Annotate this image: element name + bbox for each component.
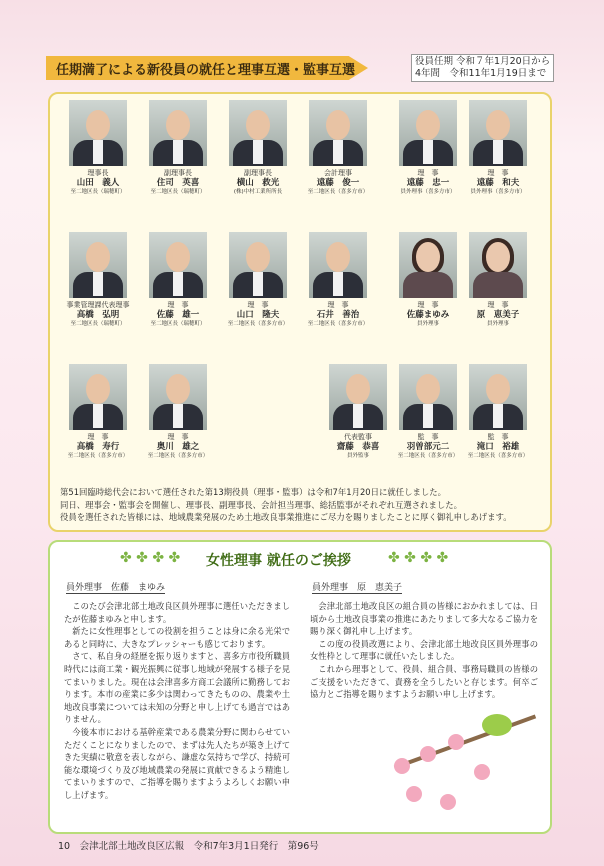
notice-line: 同日、理事会・監事会を開催し、理事長、副理事長、会計担当理事、総括監事がそれぞれ互選されました。 [60, 499, 462, 510]
officer-card [58, 364, 138, 460]
officer-photo [469, 232, 527, 298]
officer-card [318, 364, 398, 460]
officer-name: 佐藤まゆみ [406, 310, 450, 320]
officer-card [138, 364, 218, 460]
right-paragraph: これから理事として、役員、組合員、事務局職員の皆様のご支援をいただきて、責務を全うしたいと存じます。何卒ご協力とご指導を賜りますようお願い申し上げます。 [310, 663, 538, 700]
officer-name: 遠藤 忠一 [406, 178, 450, 188]
officer-role: 理 事 [87, 433, 109, 441]
officer-affiliation: 至二地区長（瑞穂町） [70, 321, 126, 327]
left-column [64, 600, 290, 802]
officer-affiliation: 員外理事（喜多方市） [470, 189, 526, 195]
branch [394, 714, 536, 769]
officer-card [458, 100, 538, 196]
officer-affiliation: 至二地区長（瑞穂町） [150, 189, 206, 195]
officer-affiliation: 員外理事 [416, 321, 439, 327]
officer-name: 佐藤 雄一 [156, 310, 200, 320]
officer-card [458, 232, 538, 328]
officer-affiliation: 至二地区長（喜多方市） [397, 453, 459, 459]
officer-affiliation: 員外理事 [486, 321, 509, 327]
officer-name: 原 恵美子 [476, 310, 520, 320]
blossom-icon [394, 758, 410, 774]
officer-role: 事業管理課代表理事 [66, 301, 130, 309]
left-paragraph: さて、私自身の経歴を振り返りますと、喜多方市役所職員時代には商工業・観光振興に従事し地域が発展する様子を見てまいりました。現在は会津喜多方商工会議所に勤務しております。本市の産業に多少は関わってきたものの、農業や土地改良事業については未知の分野と申し上げても過言ではありません。 [64, 651, 290, 725]
officer-card [218, 232, 298, 328]
officer-photo [469, 364, 527, 430]
right-column [310, 600, 538, 701]
officer-affiliation: 至二地区長（喜多方市） [467, 453, 529, 459]
officer-name: 横山 救光 [236, 178, 280, 188]
officer-affiliation: 員外監事 [346, 453, 369, 459]
officer-name: 石井 善治 [316, 310, 360, 320]
page-footer: 10 会津北部土地改良区広報 令和7年3月1日発行 第96号 [58, 841, 319, 852]
officer-photo [149, 232, 207, 298]
officer-name: 遠藤 和夫 [476, 178, 520, 188]
officer-role: 副理事長 [164, 169, 192, 177]
officer-role: 理 事 [167, 301, 189, 309]
officer-name: 住司 英喜 [156, 178, 200, 188]
blossom-icon [440, 794, 456, 810]
right-paragraph: この度の役員改選により、会津北部土地改良区員外理事の女性枠として理事に就任いたしました。 [310, 638, 538, 662]
officer-name: 奥川 雄之 [156, 442, 200, 452]
right-author: 員外理事 原 恵美子 [312, 580, 402, 594]
officer-card [388, 100, 468, 196]
left-paragraph: 新たに女性理事としての役割を担うことは身に余る光栄であると同時に、大きなプレッシャーも感じております。 [64, 626, 290, 649]
term-line-2: 4年間 令和11年1月19日まで [415, 68, 547, 79]
officer-photo [69, 100, 127, 166]
officer-role: 理 事 [487, 169, 509, 177]
notice-text [60, 486, 542, 524]
officer-card [138, 100, 218, 196]
officer-role: 理 事 [327, 301, 349, 309]
term-line-1: 役員任期 令和７年1月20日から [415, 56, 551, 67]
officer-photo [329, 364, 387, 430]
officer-photo [69, 232, 127, 298]
officer-photo [229, 100, 287, 166]
officer-photo [469, 100, 527, 166]
officer-photo [399, 232, 457, 298]
notice-line: 役員を選任された皆様には、地域農業発展のため土地改良事業推進にご尽力を賜りましたことに厚く御礼申しあげます。 [60, 512, 512, 522]
officer-role: 代表監事 [344, 433, 372, 441]
officer-photo [309, 232, 367, 298]
left-author: 員外理事 佐藤 まゆみ [66, 580, 165, 594]
officer-photo [229, 232, 287, 298]
officer-affiliation: 至二地区長（喜多方市） [307, 321, 369, 327]
officer-affiliation: (株)中村工業所所長 [233, 189, 283, 195]
greeting-title: 女性理事 就任のご挨拶 [206, 553, 351, 569]
blossom-icon [406, 786, 422, 802]
officer-affiliation: 至二地区長（瑞穂町） [70, 189, 126, 195]
officer-name: 高橋 寿行 [76, 442, 120, 452]
officer-role: 監 事 [417, 433, 439, 441]
officer-name: 羽曽部元二 [406, 442, 450, 452]
right-paragraph: 会津北部土地改良区の組合員の皆様におかれましては、日頃から土地改良事業の推進にあたりまして多大なるご協力を賜り深く御礼申し上げます。 [310, 601, 538, 637]
officer-role: 副理事長 [244, 169, 272, 177]
officer-card [458, 364, 538, 460]
officer-affiliation: 至二地区長（喜多方市） [307, 189, 369, 195]
officer-role: 理 事 [487, 301, 509, 309]
left-paragraph: 今後本市における基幹産業である農業分野に関わらせていただくことになりましたので、まずは先人たちが築き上げてきた実績に敬意を表しながら、謙虚な気持ちで学び、持続可能な環境づくり及び地域農業の発展に貢献できるよう精進してまいりますので、ご指導を賜りますようよろしくお願い申し上げます。 [64, 726, 290, 800]
officer-name: 齋藤 恭喜 [336, 442, 380, 452]
officer-affiliation: 至二地区長（喜多方市） [147, 453, 209, 459]
officer-role: 監 事 [487, 433, 509, 441]
officer-affiliation: 至二地区長（喜多方市） [227, 321, 289, 327]
bird-icon [482, 714, 512, 736]
notice-line: 第51回臨時総代会において選任された第13期役員（理事・監事）は令和7年1月20日に就任しました。 [60, 487, 446, 497]
officer-name: 遠藤 俊一 [316, 178, 360, 188]
officer-role: 理 事 [417, 301, 439, 309]
officer-role: 理 事 [167, 433, 189, 441]
officer-card [388, 364, 468, 460]
officer-name: 山口 隆夫 [236, 310, 280, 320]
officer-role: 理 事 [247, 301, 269, 309]
officer-card [298, 100, 378, 196]
term-box [411, 54, 554, 82]
officer-affiliation: 員外理事（喜多方市） [400, 189, 456, 195]
clover-icon: ✤ ✤ ✤ ✤ [388, 550, 449, 566]
officer-card [138, 232, 218, 328]
officer-role: 会計理事 [324, 169, 352, 177]
clover-icon: ✤ ✤ ✤ ✤ [120, 550, 181, 566]
page-title: 任期満了による新役員の就任と理事互選・監事互選 [56, 63, 356, 78]
officer-photo [399, 100, 457, 166]
officer-photo [149, 364, 207, 430]
officer-photo [69, 364, 127, 430]
officer-photo [309, 100, 367, 166]
officer-card [218, 100, 298, 196]
officer-role: 理 事 [417, 169, 439, 177]
officer-card [298, 232, 378, 328]
blossom-icon [448, 734, 464, 750]
officer-photo [399, 364, 457, 430]
officer-card [58, 232, 138, 328]
officer-affiliation: 至二地区長（瑞穂町） [150, 321, 206, 327]
officer-name: 山田 義人 [76, 178, 120, 188]
blossom-icon [420, 746, 436, 762]
officer-card [388, 232, 468, 328]
officer-card [58, 100, 138, 196]
officer-name: 高橋 弘明 [76, 310, 120, 320]
blossom-illustration [370, 700, 540, 820]
officer-affiliation: 至二地区長（喜多方市） [67, 453, 129, 459]
officer-name: 滝口 裕雄 [476, 442, 520, 452]
left-paragraph: このたび会津北部土地改良区員外理事に選任いただきましたが佐藤まゆみと申します。 [64, 601, 290, 624]
officer-photo [149, 100, 207, 166]
officer-role: 理事長 [87, 169, 109, 177]
blossom-icon [474, 764, 490, 780]
